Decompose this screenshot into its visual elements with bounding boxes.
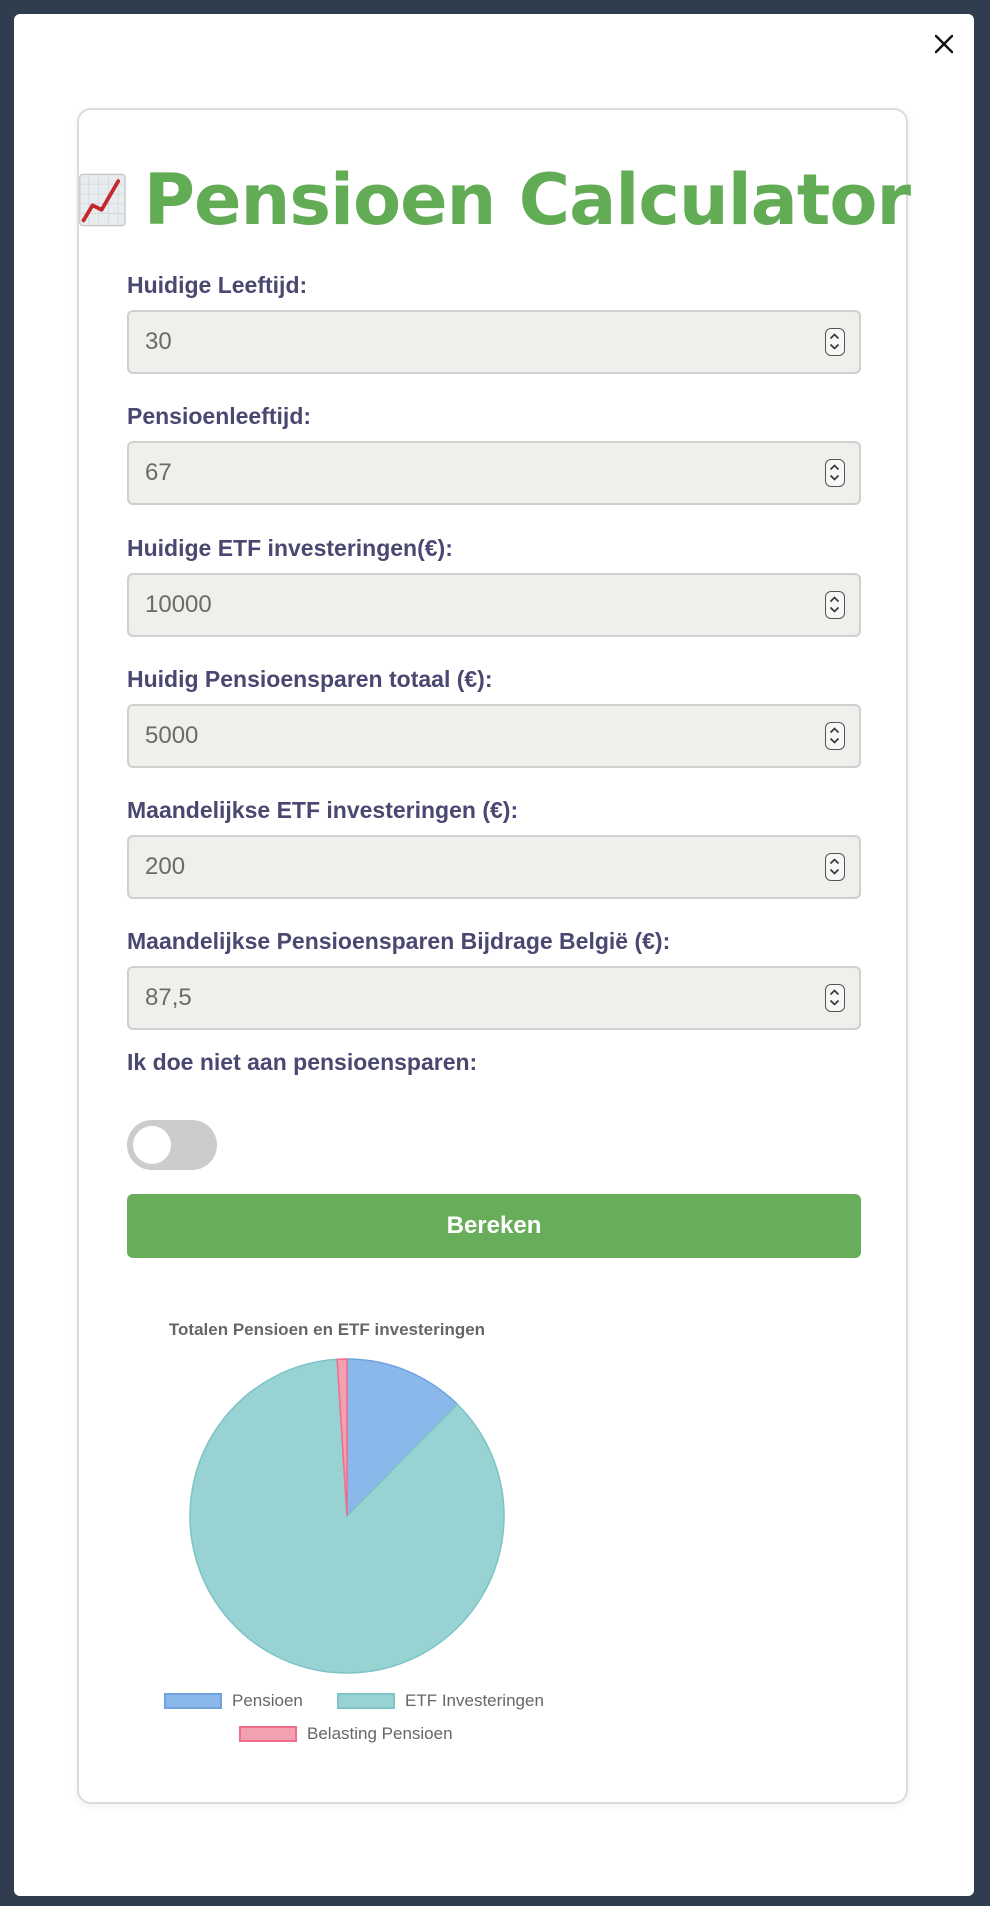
monthly-etf-stepper[interactable] bbox=[825, 853, 845, 881]
legend-item-pensioen[interactable] bbox=[164, 1690, 303, 1712]
label-monthly-pension-contribution: Maandelijkse Pensioensparen Bijdrage België (€): bbox=[127, 928, 671, 954]
legend-label: Belasting Pensioen bbox=[307, 1724, 453, 1743]
current-pension-savings-input[interactable] bbox=[127, 704, 861, 768]
legend-item-belasting[interactable] bbox=[239, 1723, 453, 1745]
close-button[interactable] bbox=[924, 24, 964, 64]
no-pension-savings-toggle[interactable] bbox=[127, 1120, 217, 1170]
legend-label: ETF Investeringen bbox=[405, 1691, 544, 1710]
stepper-arrows-icon bbox=[826, 460, 843, 485]
stepper-arrows-icon bbox=[826, 329, 843, 354]
label-retirement-age: Pensioenleeftijd: bbox=[127, 403, 312, 429]
label-monthly-etf: Maandelijkse ETF investeringen (€): bbox=[127, 797, 519, 823]
current-pension-savings-stepper[interactable] bbox=[825, 722, 845, 750]
monthly-pension-contribution-value: 87,5 bbox=[145, 984, 192, 1011]
label-current-etf: Huidige ETF investeringen(€): bbox=[127, 535, 453, 561]
monthly-pension-contribution-input[interactable] bbox=[127, 966, 861, 1030]
calculator-card bbox=[77, 108, 908, 1804]
label-current-age: Huidige Leeftijd: bbox=[127, 272, 308, 298]
legend-swatch bbox=[164, 1693, 222, 1709]
label-current-pension-savings: Huidig Pensioensparen totaal (€): bbox=[127, 666, 493, 692]
chart-increasing-icon bbox=[79, 165, 126, 235]
legend-swatch bbox=[337, 1693, 395, 1709]
stepper-arrows-icon bbox=[826, 854, 843, 879]
current-etf-value: 10000 bbox=[145, 591, 212, 618]
title-text: Pensioen Calculator bbox=[143, 159, 910, 241]
legend-item-etf[interactable] bbox=[337, 1690, 544, 1712]
toggle-knob bbox=[133, 1126, 171, 1164]
current-etf-input[interactable] bbox=[127, 573, 861, 637]
monthly-etf-value: 200 bbox=[145, 853, 186, 880]
chart-title: Totalen Pensioen en ETF investeringen bbox=[168, 1320, 486, 1339]
modal bbox=[14, 14, 974, 1896]
current-age-value: 30 bbox=[145, 328, 172, 355]
calculate-button[interactable]: Bereken bbox=[127, 1194, 861, 1258]
pie-chart bbox=[187, 1356, 507, 1676]
current-age-input[interactable] bbox=[127, 310, 861, 374]
retirement-age-stepper[interactable] bbox=[825, 459, 845, 487]
current-etf-stepper[interactable] bbox=[825, 591, 845, 619]
monthly-pension-contribution-stepper[interactable] bbox=[825, 984, 845, 1012]
close-icon bbox=[924, 24, 964, 64]
retirement-age-value: 67 bbox=[145, 459, 172, 486]
label-no-pension-savings: Ik doe niet aan pensioensparen: bbox=[127, 1049, 478, 1075]
page-title bbox=[79, 154, 910, 246]
legend-swatch bbox=[239, 1726, 297, 1742]
monthly-etf-input[interactable] bbox=[127, 835, 861, 899]
stepper-arrows-icon bbox=[826, 985, 843, 1010]
legend-label: Pensioen bbox=[232, 1691, 303, 1710]
stepper-arrows-icon bbox=[826, 723, 843, 748]
stepper-arrows-icon bbox=[826, 592, 843, 617]
current-pension-savings-value: 5000 bbox=[145, 722, 199, 749]
current-age-stepper[interactable] bbox=[825, 328, 845, 356]
retirement-age-input[interactable] bbox=[127, 441, 861, 505]
